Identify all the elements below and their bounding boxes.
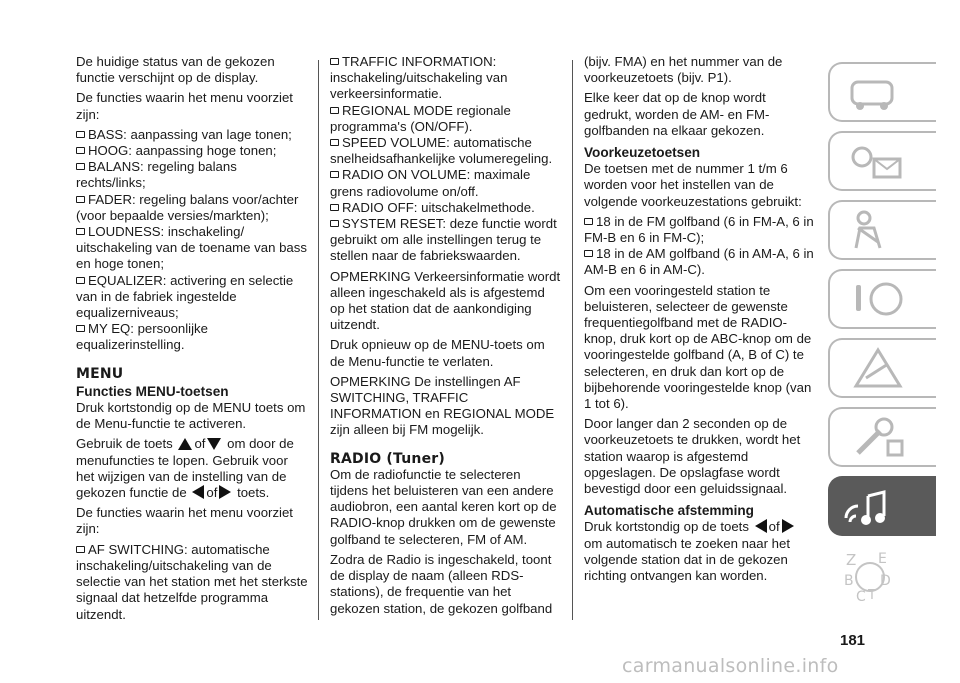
list-item: TRAFFIC INFORMATION: inschakeling/uitschakeling van verkeersinformatie.	[330, 54, 508, 102]
bullet-box-icon	[76, 277, 85, 284]
list-item: SYSTEM RESET: deze functie wordt gebruikt om alle instellingen terug te stellen naar de fabriekswaarden.	[330, 216, 557, 264]
menu-intro-2: De functies waarin het menu voorziet zijn:	[76, 505, 293, 537]
paragraph: De toetsen met de nummer 1 t/m 6 worden voor het instellen van de volgende voorkeuzestations gebruikt:	[584, 161, 802, 209]
list-item: RADIO OFF: uitschakelmethode.	[330, 200, 562, 216]
paragraph: Om een vooringesteld station te beluisteren, selecteer de gewenste frequentiegolfband met de RADIO-knop, druk kort op de ABC-knop om de vooringestelde golfband (A, B of C) te selecteren, en druk dan kort op de bijbehorende vooringestelde knop (van 1 tot 6).	[584, 282, 812, 412]
svg-text:Z: Z	[846, 551, 857, 569]
bullet-box-icon	[76, 147, 85, 154]
wrench-service-icon	[830, 409, 936, 465]
list-item: MY EQ: persoonlijke equalizerinstelling.	[76, 321, 208, 353]
paragraph: Druk kortstondig op de MENU toets om de Menu-functie te activeren.	[76, 400, 306, 432]
svg-text:B: B	[844, 573, 854, 589]
list-item: AF SWITCHING: automatische inschakeling/uitschakeling van de selectie van het station met het sterkste signaal dat hetzelfde programma uitzendt.	[76, 541, 308, 622]
tab-warning-lights[interactable]	[828, 131, 936, 191]
bullet-box-icon	[76, 325, 85, 332]
menu-heading: MENU	[76, 365, 124, 382]
tab-multimedia[interactable]	[828, 476, 936, 536]
paragraph: Om de radiofunctie te selecteren tijdens het beluisteren van een andere audiobron, een aantal keren kort op de RADIO-knop drukken om de gewenste golfband te selecteren, FM of AM.	[330, 466, 557, 547]
bullet-box-icon	[76, 546, 85, 553]
column-divider	[572, 60, 573, 620]
list-item: EQUALIZER: activering en selectie van in de fabriek ingestelde equalizerniveaus;	[76, 272, 294, 321]
chapter-tabs	[828, 62, 936, 614]
arrow-left-icon	[192, 485, 204, 499]
paragraph: (bijv. FMA) en het nummer van de voorkeuzetoets (bijv. P1).	[584, 54, 783, 86]
menu-subheading: Functies MENU-toetsen	[76, 383, 229, 399]
paragraph: Elke keer dat op de knop wordt gedrukt, worden de AM- en FM-golfbanden na elkaar gekozen.	[584, 90, 770, 138]
arrow-right-icon	[219, 485, 231, 499]
paragraph-arrows: Gebruik de toets of om door de menufuncties te lopen. Gebruik voor het wijzigen van de instelling van de gekozen functie de of toets.	[76, 436, 294, 501]
column-divider	[318, 60, 319, 620]
svg-text:E: E	[878, 551, 887, 567]
list-item: HOOG: aanpassing hoge tonen;	[76, 143, 308, 159]
column-3	[584, 54, 816, 588]
bullet-box-icon	[584, 218, 593, 225]
list-item: 18 in de FM golfband (6 in FM-A, 6 in FM-B en 6 in FM-C);	[584, 213, 814, 246]
bullet-box-icon	[76, 131, 85, 138]
multimedia-icon	[830, 478, 936, 534]
svg-text:C: C	[856, 589, 866, 605]
tab-warning-triangle[interactable]	[828, 338, 936, 398]
tab-car-dashboard[interactable]	[828, 62, 936, 122]
svg-text:T: T	[868, 588, 876, 603]
autotune-heading: Automatische afstemming	[584, 503, 754, 519]
tab-index[interactable]	[828, 545, 936, 605]
bullet-box-icon	[330, 139, 339, 146]
bullet-box-icon	[76, 163, 85, 170]
tab-steering-key[interactable]	[828, 269, 936, 329]
bullet-box-icon	[330, 204, 339, 211]
car-dashboard-icon	[830, 64, 936, 120]
index-letters-icon	[828, 545, 934, 605]
arrow-right-icon	[782, 519, 794, 533]
bullet-box-icon	[76, 228, 85, 235]
page-number: 181	[840, 632, 866, 649]
radio-heading: RADIO (Tuner)	[330, 450, 445, 467]
paragraph: Druk opnieuw op de MENU-toets om de Menu-functie te verlaten.	[330, 337, 545, 369]
intro-text: De huidige status van de gekozen functie verschijnt op de display.	[76, 54, 275, 86]
presets-heading: Voorkeuzetoetsen	[584, 145, 701, 161]
list-item: FADER: regeling balans voor/achter (voor bepaalde versies/markten);	[76, 191, 299, 223]
list-item: REGIONAL MODE regionale programma's (ON/OFF).	[330, 102, 511, 134]
list-item: SPEED VOLUME: automatische snelheidsafhankelijke volumeregeling.	[330, 135, 553, 167]
bullet-box-icon	[330, 171, 339, 178]
bullet-box-icon	[76, 196, 85, 203]
svg-text:D: D	[880, 573, 891, 589]
list-item: BASS: aanpassing van lage tonen;	[76, 127, 308, 143]
bullet-box-icon	[330, 107, 339, 114]
arrow-down-icon	[207, 438, 221, 450]
seatbelt-airbag-icon	[830, 202, 936, 258]
list-item: BALANS: regeling balans rechts/links;	[76, 159, 237, 191]
list-item: RADIO ON VOLUME: maximale grens radiovolume on/off.	[330, 167, 531, 199]
note-settings: OPMERKING De instellingen AF SWITCHING, TRAFFIC INFORMATION en REGIONAL MODE zijn alleen bij FM mogelijk.	[330, 373, 555, 438]
column-1	[76, 54, 308, 623]
warning-triangle-icon	[830, 340, 936, 396]
bullet-box-icon	[330, 58, 339, 65]
menu-intro: De functies waarin het menu voorziet zijn:	[76, 90, 293, 122]
bullet-box-icon	[584, 250, 593, 257]
paragraph: Zodra de Radio is ingeschakeld, toont de display de naam (alleen RDS-stations), de frequentie van het gekozen station, de gekozen golfband	[330, 551, 553, 616]
tab-seatbelt-airbag[interactable]	[828, 200, 936, 260]
bullet-box-icon	[330, 220, 339, 227]
column-2	[330, 54, 562, 621]
tab-wrench-service[interactable]	[828, 407, 936, 467]
paragraph: Door langer dan 2 seconden op de voorkeuzetoets te drukken, wordt het station waarop is afgestemd opgeslagen. De opslagfase wordt bevestigd door een geluidssignaal.	[584, 416, 801, 497]
list-item: LOUDNESS: inschakeling/ uitschakeling van de toename van bass en hoge tonen;	[76, 224, 307, 272]
arrow-up-icon	[178, 438, 192, 450]
warning-lights-icon	[830, 133, 936, 189]
watermark: carmanualsonline.info	[622, 655, 839, 677]
list-item: 18 in de AM golfband (6 in AM-A, 6 in AM-B en 6 in AM-C).	[584, 246, 814, 278]
paragraph-arrows: Druk kortstondig op de toets of om automatisch te zoeken naar het volgende station dat in de gekozen richting ontvangen kan worden.	[584, 519, 816, 584]
arrow-left-icon	[755, 519, 767, 533]
steering-key-icon	[830, 271, 936, 327]
note-traffic: OPMERKING Verkeersinformatie wordt alleen ingeschakeld als is afgestemd op het station dat de aankondiging uitzendt.	[330, 268, 561, 333]
